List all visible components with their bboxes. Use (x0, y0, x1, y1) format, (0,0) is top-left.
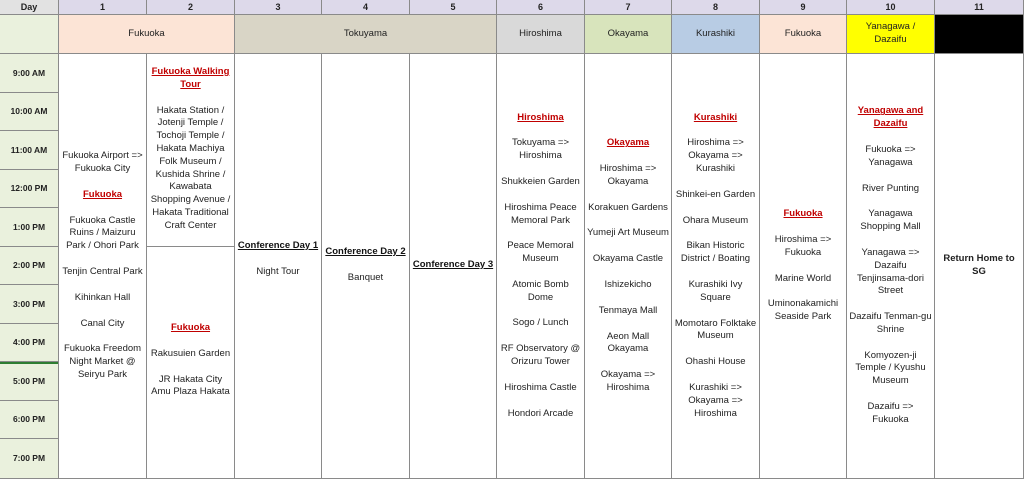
activity-item: Okayama Castle (592, 253, 664, 265)
activity-item: Komyozen-ji Temple / Kyushu Museum (855, 349, 926, 387)
activity-item: Hiroshima => Fukuoka (774, 233, 832, 258)
day-2-afternoon-schedule[interactable] (147, 247, 235, 479)
activity-item: Fukuoka Freedom Night Market @ Seiryu Park (63, 343, 142, 380)
day-1-schedule[interactable] (59, 54, 147, 479)
day-number-5[interactable]: 5 (410, 0, 497, 15)
time-cell[interactable]: 1:00 PM (0, 208, 59, 247)
section-title: Fukuoka (82, 188, 123, 200)
activity-item: Hiroshima => Okayama => Kurashiki (687, 137, 744, 175)
activity-item: Tokuyama => Hiroshima (511, 137, 570, 162)
day-number-3[interactable]: 3 (235, 0, 322, 15)
activity-item: Atomic Bomb Dome (512, 278, 569, 303)
section-title: Conference Day 3 (412, 259, 494, 270)
activity-item: Hiroshima Peace Memoral Park (504, 201, 577, 226)
activity-item: Tenjin Central Park (62, 266, 143, 277)
day-4-schedule[interactable] (322, 54, 410, 479)
day-7-schedule[interactable] (585, 54, 672, 479)
activity-item: Fukuoka Airport => Fukuoka City (62, 150, 143, 175)
day-number-11[interactable]: 11 (935, 0, 1024, 15)
activity-item: Ohara Museum (682, 214, 749, 226)
day-number-4[interactable]: 4 (322, 0, 410, 15)
activity-item: Sogo / Lunch (512, 317, 569, 329)
activity-item: Shinkei-en Garden (675, 188, 756, 200)
day-header-label[interactable]: Day (0, 0, 59, 15)
time-cell[interactable]: 6:00 PM (0, 401, 59, 439)
activity-item: Fukuoka Castle Ruins / Maizuru Park / Ohori Park (66, 214, 139, 252)
activity-item: Kihinkan Hall (74, 291, 131, 303)
time-cell[interactable]: 5:00 PM (0, 362, 59, 401)
activity-item: Fukuoka => Yanagawa (865, 143, 916, 168)
time-cell[interactable]: 12:00 PM (0, 170, 59, 208)
activity-item: River Punting (861, 182, 920, 194)
city-cell-tokuyama[interactable]: Tokuyama (235, 15, 497, 54)
city-cell-hiroshima[interactable]: Hiroshima (497, 15, 585, 54)
activity-item: Banquet (347, 271, 384, 283)
activity-item: Dazaifu Tenman-gu Shrine (849, 311, 932, 335)
day-5-schedule[interactable] (410, 54, 497, 479)
day-9-schedule[interactable] (760, 54, 847, 479)
activity-item: Yanagawa => Dazaifu Tenjinsama-dori Street (856, 246, 925, 297)
city-cell-fukuoka[interactable]: Fukuoka (59, 15, 235, 54)
city-row-corner[interactable] (0, 15, 59, 54)
activity-item: Bikan Historic District / Boating (680, 240, 751, 265)
time-cell[interactable]: 9:00 AM (0, 54, 59, 93)
activity-item: RF Observatory @ Orizuru Tower (500, 343, 581, 368)
activity-item: JR Hakata City Amu Plaza Hakata (151, 373, 230, 398)
city-cell-yanagawa-dazaifu[interactable]: Yanagawa / Dazaifu (847, 15, 935, 54)
city-cell-okayama[interactable]: Okayama (585, 15, 672, 54)
section-title: Okayama (606, 137, 650, 149)
activity-item: Okayama => Hiroshima (600, 369, 656, 393)
city-cell-fukuoka-2[interactable]: Fukuoka (760, 15, 847, 54)
day-3-schedule[interactable] (235, 54, 322, 479)
activity-item: Momotaro Folktake Museum (674, 317, 757, 342)
section-title: Kurashiki (693, 111, 738, 123)
day-number-1[interactable]: 1 (59, 0, 147, 15)
activity-item: Marine World (774, 272, 832, 284)
activity-item: Ishizekicho (604, 279, 652, 290)
time-cell[interactable]: 4:00 PM (0, 324, 59, 362)
activity-item: Canal City (80, 317, 125, 329)
time-cell[interactable]: 2:00 PM (0, 247, 59, 285)
section-title: Yanagawa and Dazaifu (857, 105, 924, 130)
day-number-6[interactable]: 6 (497, 0, 585, 15)
time-cell[interactable]: 7:00 PM (0, 439, 59, 479)
day-number-9[interactable]: 9 (760, 0, 847, 15)
activity-item: Hiroshima Castle (504, 381, 577, 393)
section-title: Conference Day 2 (325, 246, 406, 257)
day-11-schedule[interactable] (935, 54, 1024, 479)
activity-item: Yanagawa Shopping Mall (860, 208, 921, 233)
activity-item: Hakata Station / Jotenji Temple / Tochoji Temple / Hakata Machiya Folk Museum / Kushida Shrine / Kawabata Shopping Avenue / Hakata Traditional Craft Center (150, 104, 231, 231)
activity-item: Hiroshima => Okayama (599, 163, 657, 187)
activity-item: Kurashiki => Okayama => Hiroshima (688, 381, 743, 419)
activity-item: Night Tour (256, 265, 300, 277)
day-number-2[interactable]: 2 (147, 0, 235, 15)
section-title: Fukuoka (170, 322, 211, 333)
section-title: Fukuoka (783, 208, 823, 220)
activity-item: Aeon Mall Okayama (606, 330, 650, 355)
selected-row-indicator (0, 362, 58, 364)
time-cell[interactable]: 3:00 PM (0, 285, 59, 324)
activity-item: Korakuen Gardens (588, 201, 668, 213)
day-6-schedule[interactable] (497, 54, 585, 479)
section-title: Hiroshima (517, 111, 564, 123)
time-cell[interactable]: 11:00 AM (0, 131, 59, 170)
day-8-schedule[interactable] (672, 54, 760, 479)
time-cell[interactable]: 10:00 AM (0, 93, 59, 131)
day-2-morning-schedule[interactable] (147, 54, 235, 247)
section-title: Return Home to SG (943, 253, 1015, 277)
activity-item: Peace Memoral Museum (507, 240, 574, 265)
day-number-10[interactable]: 10 (847, 0, 935, 15)
activity-item: Kurashiki Ivy Square (688, 279, 743, 303)
activity-item: Tenmaya Mall (598, 304, 658, 316)
activity-item: Rakusuien Garden (150, 347, 231, 359)
activity-item: Yumeji Art Museum (587, 227, 669, 239)
city-cell-kurashiki[interactable]: Kurashiki (672, 15, 760, 54)
city-cell-blank[interactable] (935, 15, 1024, 54)
section-title: Fukuoka Walking Tour (151, 66, 230, 90)
activity-item: Shukkeien Garden (501, 175, 580, 187)
day-10-schedule[interactable] (847, 54, 935, 479)
activity-item: Ohashi House (685, 356, 746, 368)
day-number-8[interactable]: 8 (672, 0, 760, 15)
activity-item: Uminonakamichi Seaside Park (767, 298, 839, 323)
section-title: Conference Day 1 (237, 240, 319, 251)
day-number-7[interactable]: 7 (585, 0, 672, 15)
activity-item: Dazaifu => Fukuoka (867, 401, 914, 425)
activity-item: Hondori Arcade (507, 407, 574, 419)
